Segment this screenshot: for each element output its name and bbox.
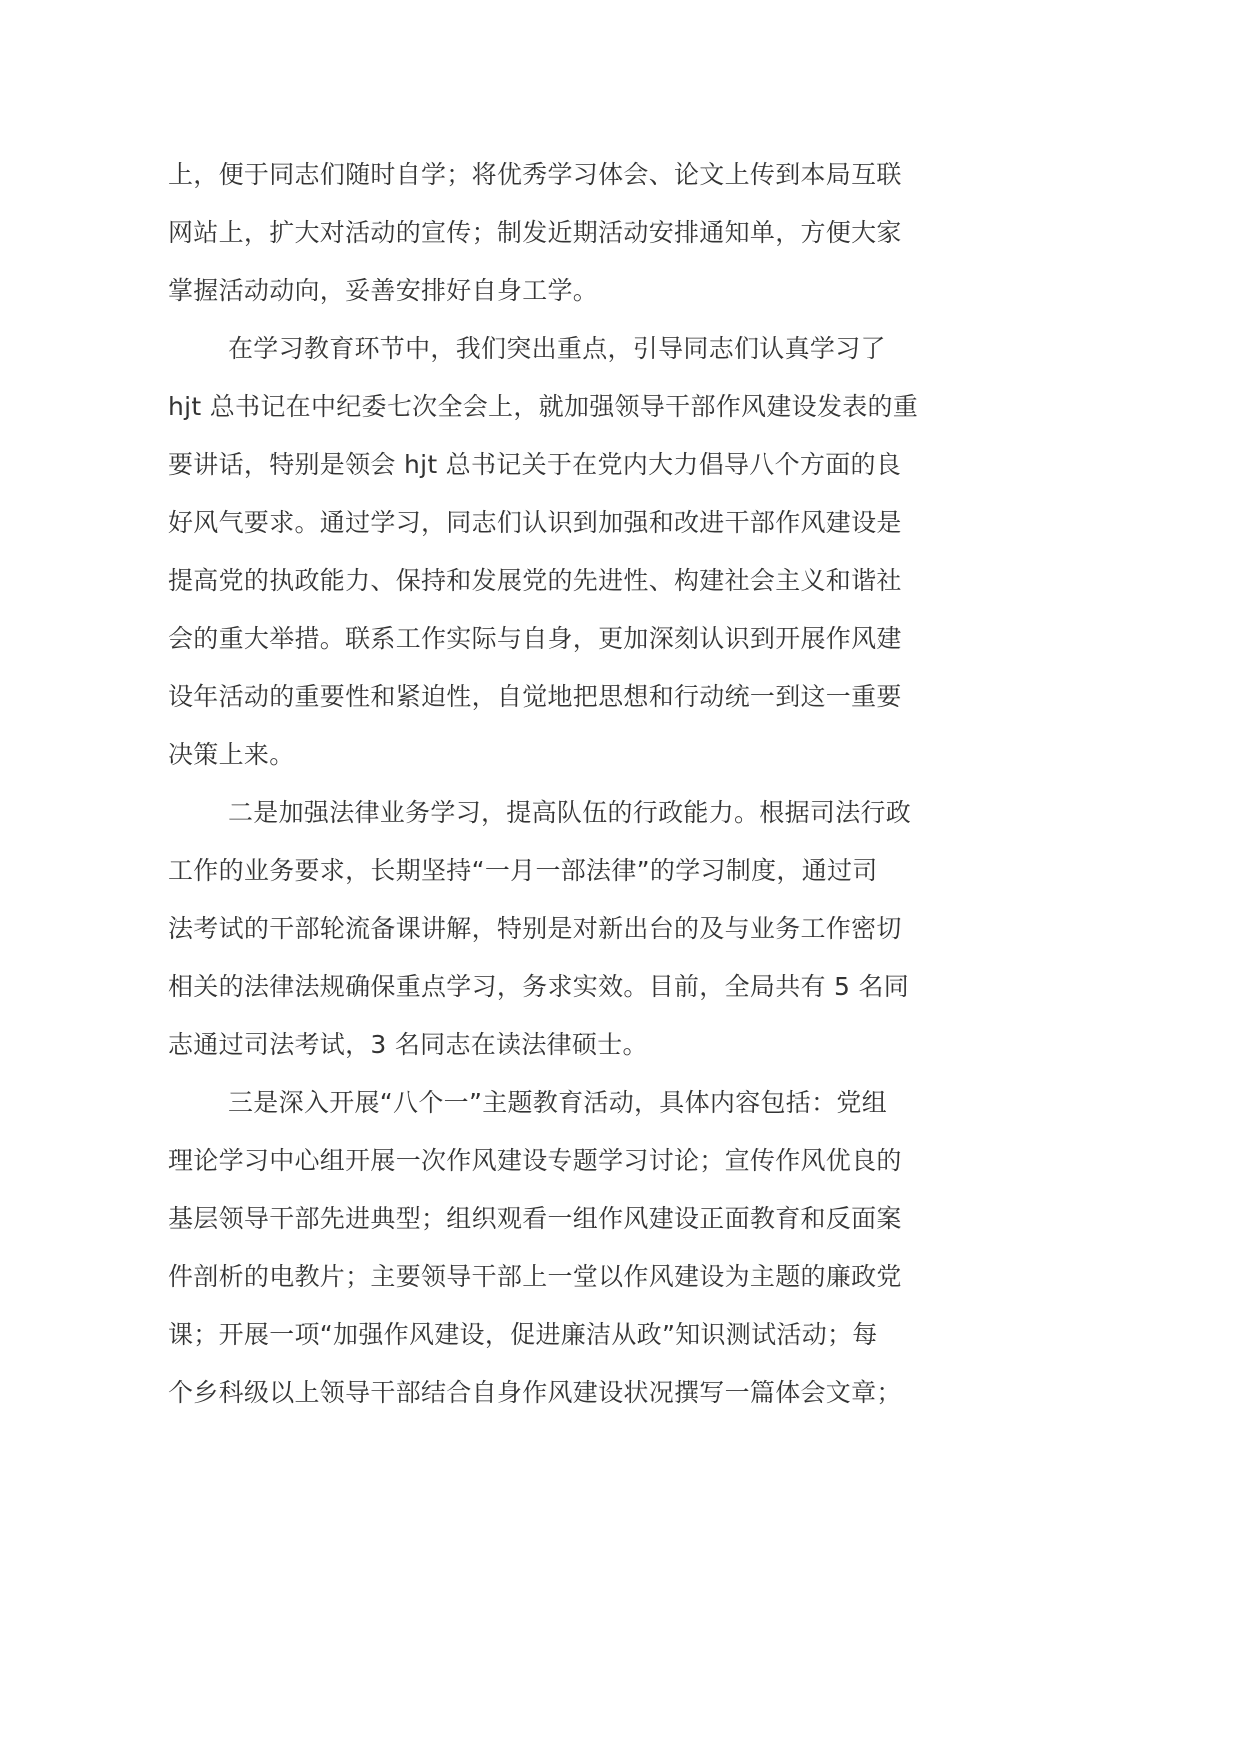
text-line: 好风气要求。通过学习，同志们认识到加强和改进干部作风建设是 xyxy=(168,508,902,537)
text-line: 要讲话，特别是领会 hjt 总书记关于在党内大力倡导八个方面的良 xyxy=(168,450,902,479)
document-body xyxy=(168,146,940,1422)
text-line: hjt 总书记在中纪委七次全会上，就加强领导干部作风建设发表的重 xyxy=(168,392,919,421)
text-line: 个乡科级以上领导干部结合自身作风建设状况撰写一篇体会文章； xyxy=(168,1378,902,1407)
text-line: 三是深入开展“八个一”主题教育活动，具体内容包括：党组 xyxy=(228,1088,888,1117)
text-line: 会的重大举措。联系工作实际与自身，更加深刻认识到开展作风建 xyxy=(168,624,902,653)
paragraph xyxy=(168,320,940,784)
paragraph xyxy=(168,146,940,320)
paragraph xyxy=(168,1074,940,1422)
text-line: 在学习教育环节中，我们突出重点，引导同志们认真学习了 xyxy=(228,334,886,363)
text-line: 基层领导干部先进典型；组织观看一组作风建设正面教育和反面案 xyxy=(168,1204,902,1233)
text-line: 课；开展一项“加强作风建设，促进廉洁从政”知识测试活动；每 xyxy=(168,1320,878,1349)
text-line: 相关的法律法规确保重点学习，务求实效。目前，全局共有 5 名同 xyxy=(168,972,910,1001)
text-line: 二是加强法律业务学习，提高队伍的行政能力。根据司法行政 xyxy=(228,798,912,827)
text-line: 法考试的干部轮流备课讲解，特别是对新出台的及与业务工作密切 xyxy=(168,914,902,943)
text-line: 网站上，扩大对活动的宣传；制发近期活动安排通知单，方便大家 xyxy=(168,218,902,247)
text-line: 决策上来。 xyxy=(168,740,295,769)
text-line: 提高党的执政能力、保持和发展党的先进性、构建社会主义和谐社 xyxy=(168,566,902,595)
paragraph xyxy=(168,784,940,1074)
text-line: 理论学习中心组开展一次作风建设专题学习讨论；宣传作风优良的 xyxy=(168,1146,902,1175)
text-line: 志通过司法考试，3 名同志在读法律硕士。 xyxy=(168,1030,648,1059)
text-line: 掌握活动动向，妥善安排好自身工学。 xyxy=(168,276,599,305)
text-line: 设年活动的重要性和紧迫性，自觉地把思想和行动统一到这一重要 xyxy=(168,682,902,711)
text-line: 上，便于同志们随时自学；将优秀学习体会、论文上传到本局互联 xyxy=(168,160,902,189)
text-line: 件剖析的电教片；主要领导干部上一堂以作风建设为主题的廉政党 xyxy=(168,1262,902,1291)
text-line: 工作的业务要求，长期坚持“一月一部法律”的学习制度，通过司 xyxy=(168,856,878,885)
